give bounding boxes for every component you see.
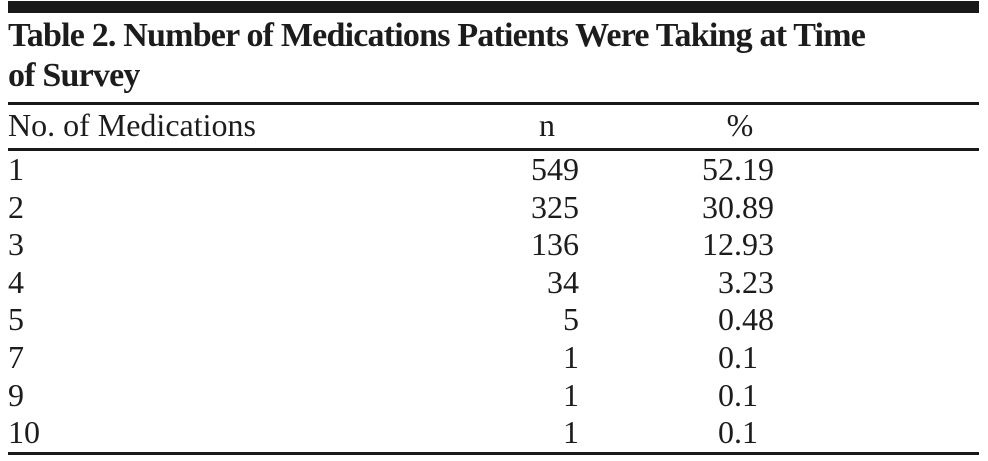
cell-n: 1: [563, 414, 579, 451]
cell-no-of-medications: 5: [8, 301, 24, 338]
cell-no-of-medications: 1: [8, 151, 24, 187]
cell-pct-integer: 30.: [702, 188, 742, 225]
cell-no-of-medications: 4: [8, 263, 24, 300]
cell-pct-integer: 0.: [718, 414, 742, 451]
table-header-row: [0, 104, 988, 147]
table-row: [0, 301, 988, 339]
table-row: [0, 339, 988, 377]
table-body: [0, 151, 988, 452]
cell-pct-fraction: 19: [742, 151, 774, 187]
table-row: [0, 151, 988, 189]
cell-pct-fraction: 89: [742, 188, 774, 225]
cell-pct-fraction: 1: [742, 414, 758, 451]
column-header-no-of-medications: No. of Medications: [8, 107, 256, 143]
cell-n: 1: [563, 338, 579, 375]
cell-pct-integer: 0.: [718, 301, 742, 338]
cell-no-of-medications: 7: [8, 338, 24, 375]
table-title-line-2: of Survey: [8, 57, 140, 94]
table-title-line-1: Table 2. Number of Medications Patients Were Taking at Time: [8, 17, 866, 54]
cell-pct-integer: 0.: [718, 338, 742, 375]
cell-pct-integer: 3.: [718, 263, 742, 300]
table-row: [0, 377, 988, 415]
table-row: [0, 264, 988, 302]
cell-pct-fraction: 93: [742, 226, 774, 263]
cell-n: 34: [547, 263, 579, 300]
cell-pct-integer: 0.: [718, 376, 742, 413]
column-header-percent: %: [726, 107, 754, 143]
cell-no-of-medications: 10: [8, 414, 40, 451]
cell-n: 325: [531, 188, 579, 225]
table-top-rule: [8, 1, 979, 13]
cell-no-of-medications: 2: [8, 188, 24, 225]
cell-no-of-medications: 3: [8, 226, 24, 263]
cell-n: 549: [531, 151, 579, 187]
cell-pct-fraction: 1: [742, 338, 758, 375]
cell-pct-fraction: 48: [742, 301, 774, 338]
table-row: [0, 226, 988, 264]
cell-pct-fraction: 1: [742, 376, 758, 413]
table-row: [0, 414, 988, 452]
cell-n: 5: [563, 301, 579, 338]
cell-pct-fraction: 23: [742, 263, 774, 300]
cell-no-of-medications: 9: [8, 376, 24, 413]
column-header-n: n: [539, 107, 555, 143]
cell-pct-integer: 52.: [702, 151, 742, 187]
table-row: [0, 189, 988, 227]
cell-pct-integer: 12.: [702, 226, 742, 263]
cell-n: 136: [531, 226, 579, 263]
cell-n: 1: [563, 376, 579, 413]
table-bottom-rule: [8, 452, 979, 455]
table-title: [8, 16, 865, 96]
